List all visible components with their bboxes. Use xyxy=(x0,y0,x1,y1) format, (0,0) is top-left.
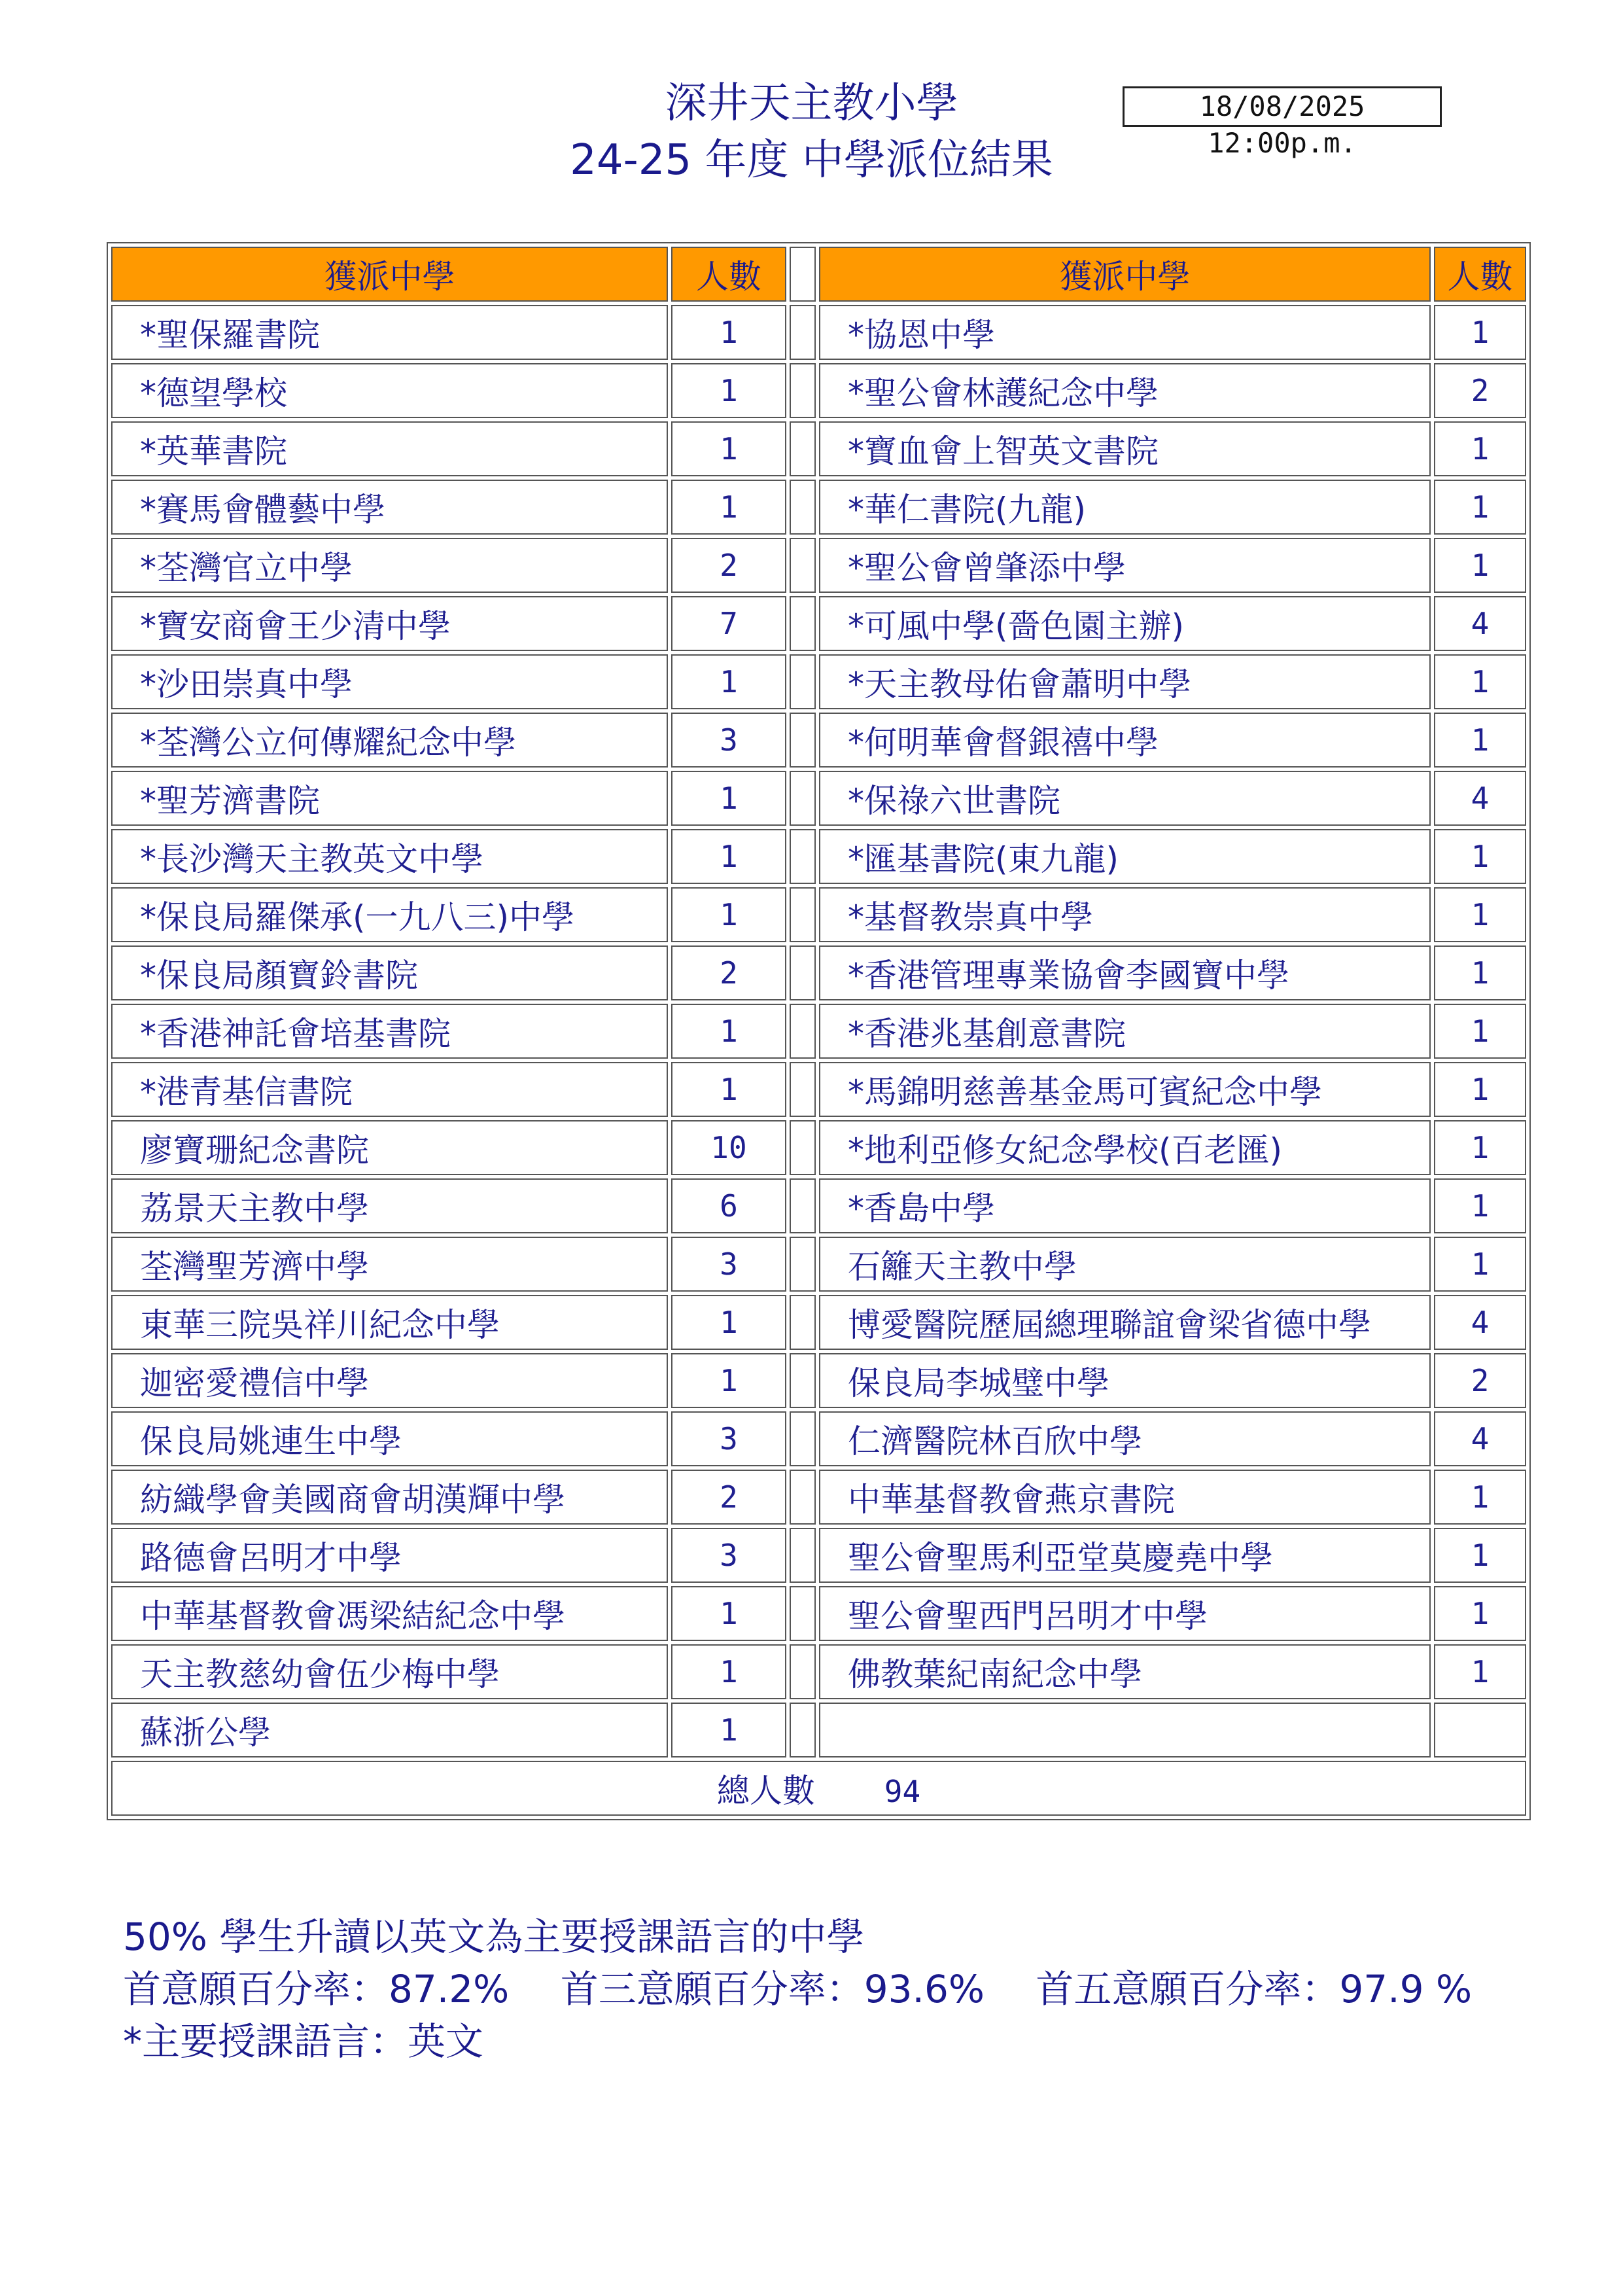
school-name-right: 聖公會聖馬利亞堂莫慶堯中學 xyxy=(819,1528,1431,1583)
table-row xyxy=(111,1411,1526,1466)
count-right: 1 xyxy=(1434,1120,1526,1175)
count-left: 1 xyxy=(671,363,786,418)
count-left: 1 xyxy=(671,421,786,476)
count-left: 1 xyxy=(671,1004,786,1059)
count-right: 1 xyxy=(1434,305,1526,360)
table-row xyxy=(111,1004,1526,1059)
school-name-right: *馬錦明慈善基金馬可賓紀念中學 xyxy=(819,1062,1431,1117)
table-row xyxy=(111,1528,1526,1583)
row-gap xyxy=(790,1062,816,1117)
count-right: 1 xyxy=(1434,829,1526,884)
total-value: 94 xyxy=(884,1774,921,1809)
count-right: 1 xyxy=(1434,1237,1526,1292)
count-right: 1 xyxy=(1434,1528,1526,1583)
table-row xyxy=(111,1178,1526,1233)
table-row xyxy=(111,1237,1526,1292)
count-right: 1 xyxy=(1434,945,1526,1000)
school-name-left: *荃灣公立何傳耀紀念中學 xyxy=(111,713,668,768)
table-row xyxy=(111,1586,1526,1641)
count-left: 2 xyxy=(671,945,786,1000)
school-name-right: *聖公會林護紀念中學 xyxy=(819,363,1431,418)
table-header-row xyxy=(111,247,1526,302)
count-right: 1 xyxy=(1434,1586,1526,1641)
school-name-right: *協恩中學 xyxy=(819,305,1431,360)
row-gap xyxy=(790,1586,816,1641)
school-name-right: *基督教崇真中學 xyxy=(819,887,1431,942)
school-name-left: *沙田崇真中學 xyxy=(111,654,668,709)
count-left: 1 xyxy=(671,654,786,709)
table-row xyxy=(111,1353,1526,1408)
school-name-right: 石籬天主教中學 xyxy=(819,1237,1431,1292)
count-right: 1 xyxy=(1434,1178,1526,1233)
row-gap xyxy=(790,1411,816,1466)
school-name-left: 天主教慈幼會伍少梅中學 xyxy=(111,1644,668,1699)
count-right: 4 xyxy=(1434,771,1526,826)
school-name-left: 迦密愛禮信中學 xyxy=(111,1353,668,1408)
school-name-left: 保良局姚連生中學 xyxy=(111,1411,668,1466)
school-name-left: 路德會呂明才中學 xyxy=(111,1528,668,1583)
row-gap xyxy=(790,1120,816,1175)
count-left: 2 xyxy=(671,538,786,593)
header-school-right: 獲派中學 xyxy=(819,247,1431,302)
school-name-left: *長沙灣天主教英文中學 xyxy=(111,829,668,884)
count-right: 1 xyxy=(1434,1470,1526,1525)
table-row xyxy=(111,305,1526,360)
total-row xyxy=(111,1761,1526,1816)
school-name-right: *聖公會曾肇添中學 xyxy=(819,538,1431,593)
school-name-left: 荃灣聖芳濟中學 xyxy=(111,1237,668,1292)
school-name-right: *可風中學(嗇色園主辦) xyxy=(819,596,1431,651)
school-name-left: 蘇浙公學 xyxy=(111,1703,668,1757)
count-left: 1 xyxy=(671,1703,786,1757)
row-gap xyxy=(790,305,816,360)
school-name-left: *保良局羅傑承(一九八三)中學 xyxy=(111,887,668,942)
table-row xyxy=(111,1470,1526,1525)
school-name-right: *天主教母佑會蕭明中學 xyxy=(819,654,1431,709)
count-left: 10 xyxy=(671,1120,786,1175)
school-name-right: *保祿六世書院 xyxy=(819,771,1431,826)
school-name-right: *何明華會督銀禧中學 xyxy=(819,713,1431,768)
count-right: 1 xyxy=(1434,538,1526,593)
school-name-right: *匯基書院(東九龍) xyxy=(819,829,1431,884)
table-row xyxy=(111,829,1526,884)
school-name-left: 中華基督教會馮梁結紀念中學 xyxy=(111,1586,668,1641)
school-name-right: *寶血會上智英文書院 xyxy=(819,421,1431,476)
school-name-left: *寶安商會王少清中學 xyxy=(111,596,668,651)
table-row xyxy=(111,1703,1526,1757)
school-name-right: 中華基督教會燕京書院 xyxy=(819,1470,1431,1525)
school-name-left: 紡織學會美國商會胡漢輝中學 xyxy=(111,1470,668,1525)
row-gap xyxy=(790,1644,816,1699)
count-left: 7 xyxy=(671,596,786,651)
count-right: 1 xyxy=(1434,421,1526,476)
count-left: 1 xyxy=(671,1295,786,1350)
allocation-table xyxy=(107,242,1531,1820)
count-left: 1 xyxy=(671,480,786,535)
count-right: 1 xyxy=(1434,887,1526,942)
school-name-right: *華仁書院(九龍) xyxy=(819,480,1431,535)
count-left: 1 xyxy=(671,1586,786,1641)
table-row xyxy=(111,538,1526,593)
school-name-right: 保良局李城璧中學 xyxy=(819,1353,1431,1408)
top3-choice-rate: 首三意願百分率：93.6% xyxy=(560,1967,985,2011)
first-choice-rate: 首意願百分率：87.2% xyxy=(123,1967,510,2011)
count-left: 6 xyxy=(671,1178,786,1233)
school-name-right: *地利亞修女紀念學校(百老匯) xyxy=(819,1120,1431,1175)
school-name: 深井天主教小學 xyxy=(665,79,958,128)
choice-rates xyxy=(123,1963,1511,2015)
count-right: 4 xyxy=(1434,1295,1526,1350)
table-row xyxy=(111,1295,1526,1350)
row-gap xyxy=(790,887,816,942)
count-right: 4 xyxy=(1434,1411,1526,1466)
table-row xyxy=(111,421,1526,476)
count-left: 3 xyxy=(671,1237,786,1292)
count-left: 1 xyxy=(671,1644,786,1699)
count-left: 1 xyxy=(671,771,786,826)
row-gap xyxy=(790,1004,816,1059)
timestamp-box: 18/08/2025 12:00p.m. xyxy=(1123,86,1442,127)
row-gap xyxy=(790,596,816,651)
table-row xyxy=(111,945,1526,1000)
top5-choice-rate: 首五意願百分率：97.9 % xyxy=(1036,1967,1473,2011)
count-right: 1 xyxy=(1434,1062,1526,1117)
count-left: 3 xyxy=(671,1411,786,1466)
row-gap xyxy=(790,829,816,884)
table-row xyxy=(111,596,1526,651)
school-name-left: *港青基信書院 xyxy=(111,1062,668,1117)
row-gap xyxy=(790,363,816,418)
table-row xyxy=(111,713,1526,768)
row-gap xyxy=(790,1353,816,1408)
header-gap xyxy=(790,247,816,302)
count-right: 1 xyxy=(1434,713,1526,768)
school-name-left: 東華三院吳祥川紀念中學 xyxy=(111,1295,668,1350)
school-name-left: *德望學校 xyxy=(111,363,668,418)
header-count-left: 人數 xyxy=(671,247,786,302)
table-row xyxy=(111,480,1526,535)
row-gap xyxy=(790,713,816,768)
school-name-right: 博愛醫院歷屆總理聯誼會梁省德中學 xyxy=(819,1295,1431,1350)
school-name-left: *英華書院 xyxy=(111,421,668,476)
row-gap xyxy=(790,771,816,826)
school-name-left: *聖芳濟書院 xyxy=(111,771,668,826)
english-ratio-note: 50% 學生升讀以英文為主要授課語言的中學 xyxy=(123,1915,865,1959)
count-left: 1 xyxy=(671,1062,786,1117)
school-name-right: 仁濟醫院林百欣中學 xyxy=(819,1411,1431,1466)
row-gap xyxy=(790,1703,816,1757)
table-row xyxy=(111,363,1526,418)
count-right: 2 xyxy=(1434,363,1526,418)
table-row xyxy=(111,1644,1526,1699)
school-name-left: 廖寶珊紀念書院 xyxy=(111,1120,668,1175)
count-left: 3 xyxy=(671,1528,786,1583)
school-name-left: *賽馬會體藝中學 xyxy=(111,480,668,535)
count-right: 1 xyxy=(1434,1644,1526,1699)
page-subtitle: 24-25 年度 中學派位結果 xyxy=(570,136,1053,185)
row-gap xyxy=(790,1528,816,1583)
school-name-right xyxy=(819,1703,1431,1757)
school-name-right: 佛教葉紀南紀念中學 xyxy=(819,1644,1431,1699)
count-left: 1 xyxy=(671,887,786,942)
count-left: 1 xyxy=(671,829,786,884)
count-right: 1 xyxy=(1434,480,1526,535)
count-right: 1 xyxy=(1434,654,1526,709)
school-name-left: *聖保羅書院 xyxy=(111,305,668,360)
count-left: 1 xyxy=(671,305,786,360)
school-name-left: 荔景天主教中學 xyxy=(111,1178,668,1233)
row-gap xyxy=(790,654,816,709)
school-name-left: *香港神託會培基書院 xyxy=(111,1004,668,1059)
row-gap xyxy=(790,480,816,535)
count-right: 2 xyxy=(1434,1353,1526,1408)
row-gap xyxy=(790,1178,816,1233)
count-right xyxy=(1434,1703,1526,1757)
header-count-right: 人數 xyxy=(1434,247,1526,302)
row-gap xyxy=(790,945,816,1000)
count-left: 3 xyxy=(671,713,786,768)
row-gap xyxy=(790,1470,816,1525)
count-right: 1 xyxy=(1434,1004,1526,1059)
row-gap xyxy=(790,538,816,593)
table-row xyxy=(111,1120,1526,1175)
table-row xyxy=(111,887,1526,942)
school-name-left: *荃灣官立中學 xyxy=(111,538,668,593)
count-left: 2 xyxy=(671,1470,786,1525)
school-name-right: *香島中學 xyxy=(819,1178,1431,1233)
row-gap xyxy=(790,1237,816,1292)
row-gap xyxy=(790,1295,816,1350)
table-row xyxy=(111,1062,1526,1117)
school-name-right: *香港管理專業協會李國寶中學 xyxy=(819,945,1431,1000)
school-name-left: *保良局顏寶鈴書院 xyxy=(111,945,668,1000)
total-cell xyxy=(111,1761,1526,1816)
language-footnote: *主要授課語言：英文 xyxy=(123,2019,484,2064)
count-right: 4 xyxy=(1434,596,1526,651)
table-row xyxy=(111,771,1526,826)
school-name-right: *香港兆基創意書院 xyxy=(819,1004,1431,1059)
count-left: 1 xyxy=(671,1353,786,1408)
table-row xyxy=(111,654,1526,709)
school-name-right: 聖公會聖西門呂明才中學 xyxy=(819,1586,1431,1641)
row-gap xyxy=(790,421,816,476)
total-label: 總人數 xyxy=(716,1772,815,1810)
header-school-left: 獲派中學 xyxy=(111,247,668,302)
